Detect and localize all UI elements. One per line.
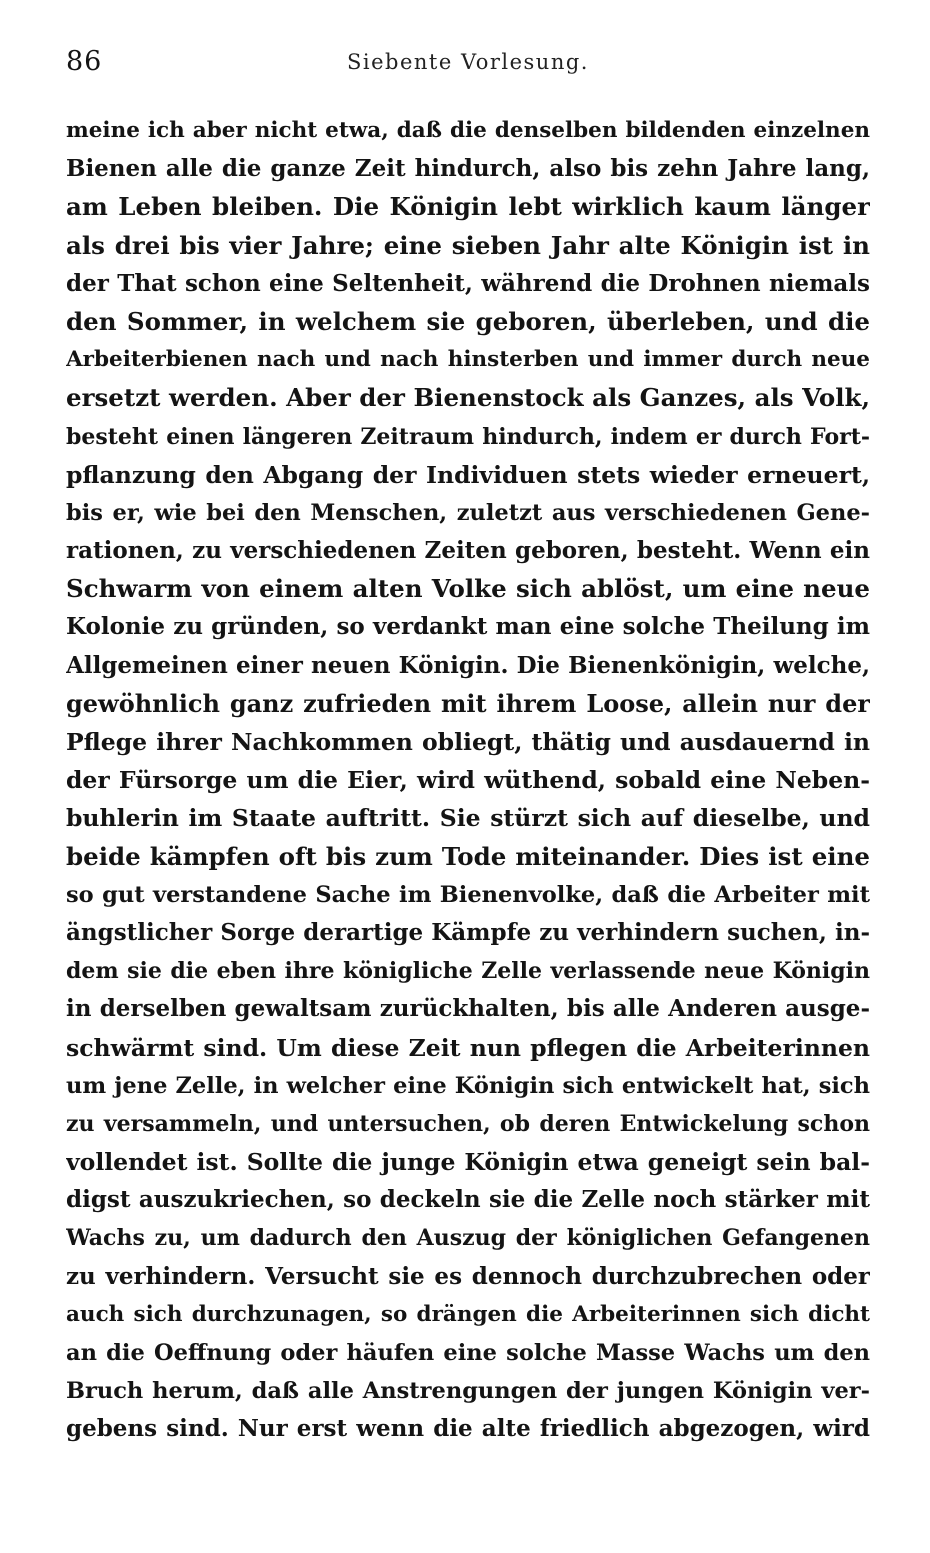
text-line: als drei bis vier Jahre; eine sieben Jahr alte Königin ist in — [66, 230, 870, 260]
text-line: Bienen alle die ganze Zeit hindurch, also bis zehn Jahre lang, — [66, 155, 870, 183]
text-line: der That schon eine Seltenheit, während die Drohnen niemals — [66, 269, 870, 297]
text-line: Arbeiterbienen nach und nach hinsterben und immer durch neue — [66, 347, 870, 373]
text-line: besteht einen längeren Zeitraum hindurch, indem er durch Fort- — [66, 423, 870, 450]
text-line: Allgemeinen einer neuen Königin. Die Bienenkönigin, welche, — [66, 651, 870, 679]
text-line: den Sommer, in welchem sie geboren, überleben, und die — [66, 306, 870, 336]
text-line: an die Oeffnung oder häufen eine solche Masse Wachs um den — [66, 1340, 870, 1366]
text-line: Kolonie zu gründen, so verdankt man eine solche Theilung im — [66, 613, 870, 641]
text-line: pflanzung den Abgang der Individuen stets wieder erneuert, — [66, 460, 870, 489]
text-line: auch sich durchzunagen, so drängen die Arbeiterinnen sich dicht — [66, 1301, 870, 1327]
text-line: beide kämpfen oft bis zum Tode miteinander. Dies ist eine — [66, 841, 870, 871]
text-line: rationen, zu verschiedenen Zeiten geboren, besteht. Wenn ein — [66, 537, 870, 565]
text-line: Wachs zu, um dadurch den Auszug der königlichen Gefangenen — [66, 1225, 870, 1252]
text-line: zu versammeln, und untersuchen, ob deren Entwickelung schon — [66, 1110, 870, 1137]
text-line: gebens sind. Nur erst wenn die alte friedlich abgezogen, wird — [66, 1415, 870, 1443]
text-line: Schwarm von einem alten Volke sich ablöst, um eine neue — [66, 574, 870, 604]
text-line: Bruch herum, daß alle Anstrengungen der jungen Königin ver- — [66, 1378, 870, 1405]
page-header — [66, 46, 870, 82]
text-line: digst auszukriechen, so deckeln sie die Zelle noch stärker mit — [66, 1186, 870, 1214]
text-line: dem sie die eben ihre königliche Zelle verlassende neue Königin — [66, 958, 870, 985]
text-line: in derselben gewaltsam zurückhalten, bis alle Anderen ausge- — [66, 995, 870, 1023]
text-line: buhlerin im Staate auftritt. Sie stürzt sich auf dieselbe, und — [66, 804, 870, 833]
text-line: um jene Zelle, in welcher eine Königin sich entwickelt hat, sich — [66, 1072, 870, 1099]
text-line: meine ich aber nicht etwa, daß die denselben bildenden einzelnen — [66, 118, 870, 143]
text-line: der Fürsorge um die Eier, wird wüthend, sobald eine Neben- — [66, 766, 870, 795]
text-line: gewöhnlich ganz zufrieden mit ihrem Loose, allein nur der — [66, 688, 870, 718]
text-line: schwärmt sind. Um diese Zeit nun pflegen die Arbeiterinnen — [66, 1033, 870, 1062]
running-title: Siebente Vorlesung. — [347, 50, 589, 74]
text-line: Pflege ihrer Nachkommen obliegt, thätig und ausdauernd in — [66, 728, 870, 756]
text-line: ängstlicher Sorge derartige Kämpfe zu verhindern suchen, in- — [66, 918, 870, 946]
text-line: am Leben bleiben. Die Königin lebt wirklich kaum länger — [66, 192, 870, 222]
body-text — [66, 112, 870, 1449]
text-line: so gut verstandene Sache im Bienenvolke, daß die Arbeiter mit — [66, 881, 870, 908]
text-line: vollendet ist. Sollte die junge Königin etwa geneigt sein bal- — [66, 1148, 870, 1177]
text-line: zu verhindern. Versucht sie es dennoch durchzubrechen oder — [66, 1262, 870, 1290]
page-number: 86 — [66, 46, 103, 77]
text-line: ersetzt werden. Aber der Bienenstock als Ganzes, als Volk, — [66, 383, 870, 413]
text-line: bis er, wie bei den Menschen, zuletzt aus verschiedenen Gene- — [66, 499, 870, 526]
